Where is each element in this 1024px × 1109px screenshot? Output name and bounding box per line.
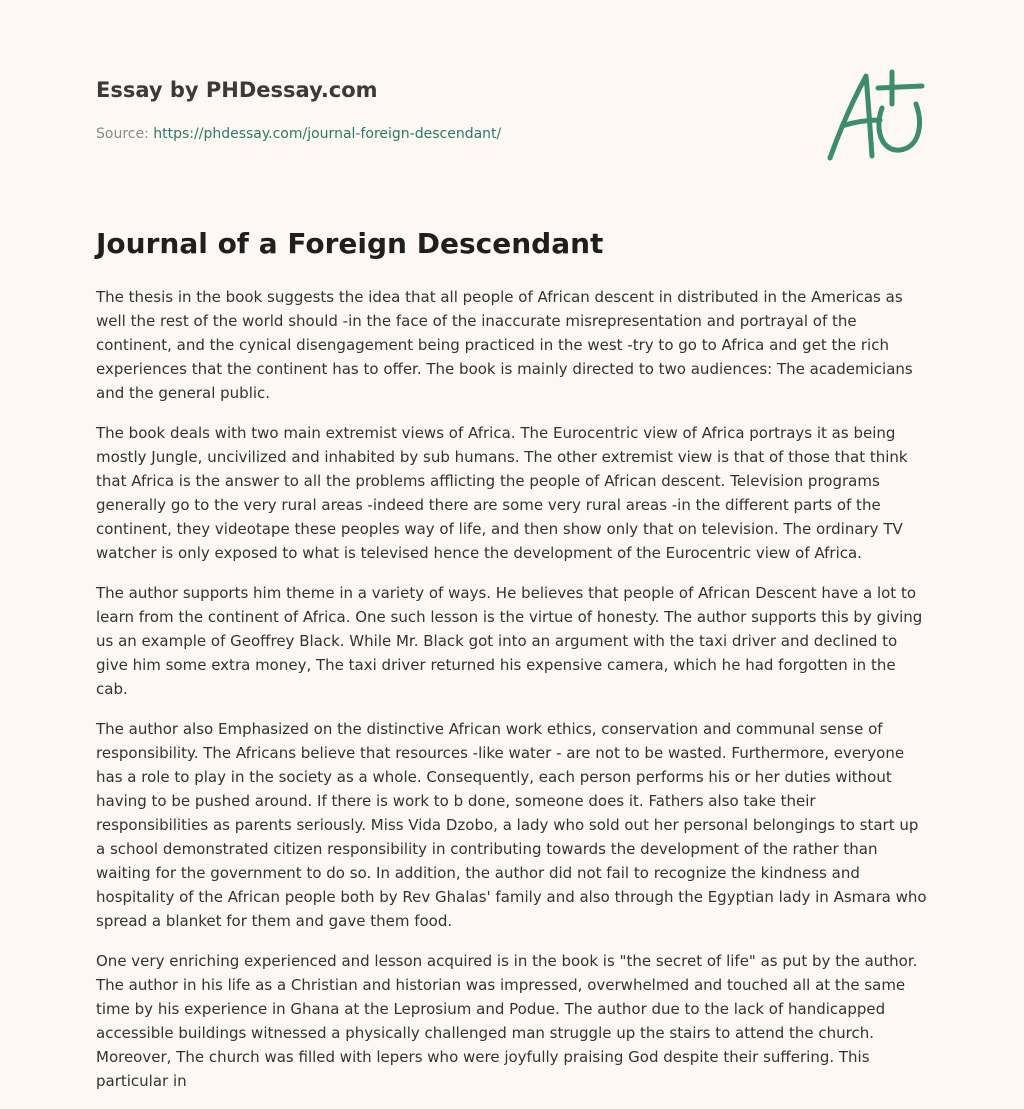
paragraph: The author supports him theme in a variety of ways. He believes that people of African Descent have a lot to learn from the continent of Africa. One such lesson is the virtue of honesty. The author supports this by giving us an example of Geoffrey Black. While Mr. Black got into an argument with the taxi driver and declined to give him some extra money, The taxi driver returned his expensive camera, which he had forgotten in the cab. [96,584,923,698]
source-label: Source: [96,126,149,142]
page-header [96,74,816,144]
source-line [96,124,816,144]
source-link[interactable]: https://phdessay.com/journal-foreign-descendant/ [153,126,502,142]
article-title: Journal of a Foreign Descendant [96,227,604,260]
paragraph: One very enriching experienced and lesson acquired is in the book is "the secret of life" as put by the author. The author in his life as a Christian and historian was impressed, overwhelmed and touched all at the same time by his experience in Ghana at the Leprosium and Podue. The author due to the lack of handicapped accessible buildings witnessed a physically challenged man struggle up the stairs to attend the church. Moreover, The church was filled with lepers who were joyfully praising God despite their suffering. This particular in [96,952,918,1090]
paragraph: The book deals with two main extremist views of Africa. The Eurocentric view of Africa portrays it as being mostly Jungle, uncivilized and inhabited by sub humans. The other extremist view is that of those that think that Africa is the answer to all the problems afflicting the people of African descent. Television programs generally go to the very rural areas -indeed there are some very rural areas -in the different parts of the continent, they videotape these peoples way of life, and then show only that on television. The ordinary TV watcher is only exposed to what is televised hence the development of the Eurocentric view of Africa. [96,424,908,562]
article-body [96,285,928,1109]
site-brand: Essay by PHDessay.com [96,78,378,102]
a-plus-grade-icon [822,68,928,164]
paragraph: The author also Emphasized on the distinctive African work ethics, conservation and communal sense of responsibility. The Africans believe that resources -like water - are not to be wasted. Furthermore, everyone has a role to play in the society as a whole. Consequently, each person performs his or her duties without having to be pushed around. If there is work to b done, someone does it. Fathers also take their responsibilities as parents seriously. Miss Vida Dzobo, a lady who sold out her personal belongings to start up a school demonstrated citizen responsibility in contributing towards the development of the rather than waiting for the government to do so. In addition, the author did not fail to recognize the kindness and hospitality of the African people both by Rev Ghalas' family and also through the Egyptian lady in Asmara who spread a blanket for them and gave them food. [96,720,927,930]
paragraph: The thesis in the book suggests the idea that all people of African descent in distributed in the Americas as well the rest of the world should -in the face of the inaccurate misrepresentation and portrayal of the continent, and the cynical disengagement being practiced in the west -try to go to Africa and get the rich experiences that the continent has to offer. The book is mainly directed to two audiences: The academicians and the general public. [96,288,913,402]
